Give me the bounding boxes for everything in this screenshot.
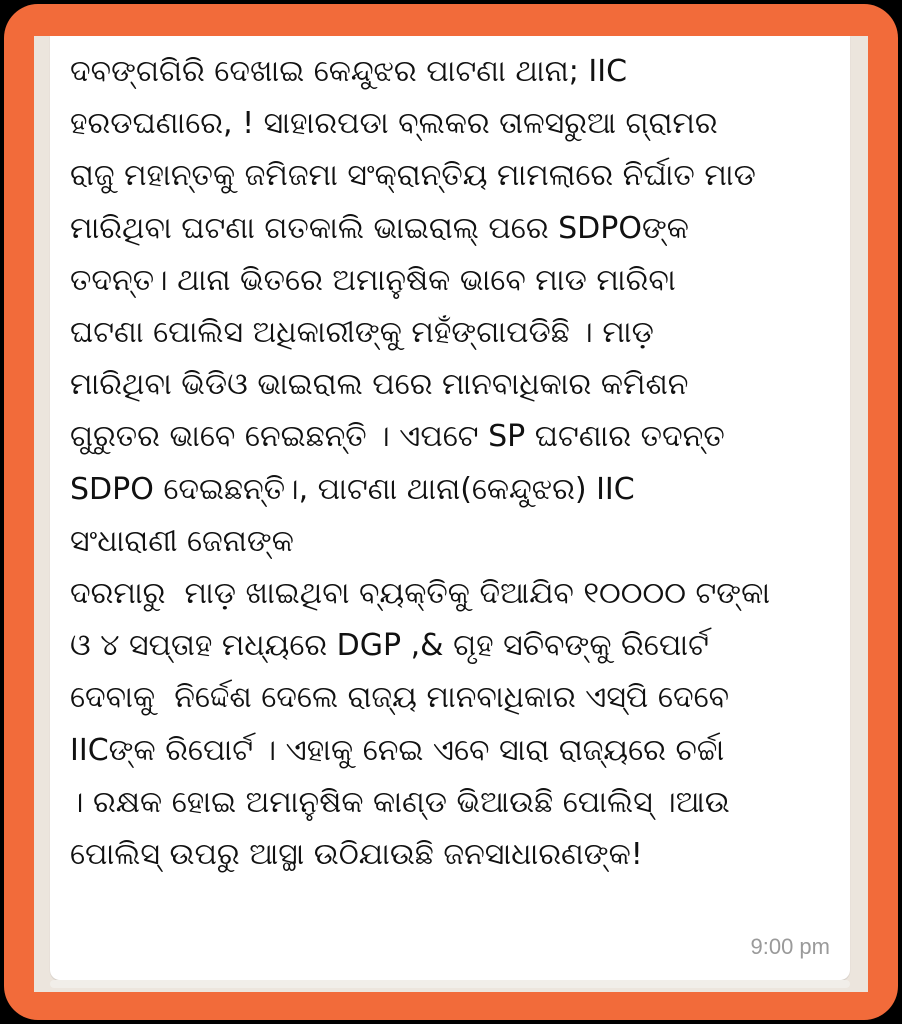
message-line: ଓ ୪ ସପ୍ତାହ ମଧ୍ୟରେ DGP ,& ଗୃହ ସଚିବଙ୍କୁ ରିପୋର୍ଟ — [70, 628, 709, 664]
message-line: ମାରିଥିବା ଭିଡିଓ ଭାଇରାଲ ପରେ ମାନବାଧିକାର କମିଶନ — [70, 367, 689, 403]
message-line: ମାରିଥିବା ଘଟଣା ଗତକାଲି ଭାଇରାଲ୍ ପରେ SDPOଙ୍କ — [70, 210, 689, 246]
message-line: । ରକ୍ଷକ ହୋଇ ଅମାନୁଷିକ କାଣ୍ଡ ଭିଆଉଛି ପୋଲିସ୍ ।ଆଉ — [70, 784, 730, 820]
message-timestamp: 9:00 pm — [750, 934, 830, 959]
next-message-bubble-edge — [50, 980, 850, 988]
message-bubble[interactable] — [50, 36, 850, 980]
message-line: ଗୁରୁତର ଭାବେ ନେଇଛନ୍ତି । ଏପଟେ SP ଘଟଣାର ତଦନ୍ତ — [70, 419, 725, 455]
message-text — [70, 46, 846, 881]
message-line: ପୋଲିସ୍ ଉପରୁ ଆସ୍ଥା ଉଠିଯାଉଛି ଜନସାଧାରଣଙ୍କ! — [70, 837, 643, 873]
message-line: IICଙ୍କ ରିପୋର୍ଟ । ଏହାକୁ ନେଇ ଏବେ ସାରା ରାଜ୍ୟରେ ଚର୍ଚ୍ଚା — [70, 732, 725, 768]
message-line: SDPO ଦେଇଛନ୍ତି।, ପାଟଣା ଥାନା(କେନ୍ଦୁଝର) IIC — [70, 471, 635, 507]
message-line: ଘଟଣା ପୋଲିସ ଅଧିକାରୀଙ୍କୁ ମହଁଙ୍ଗାପଡିଛି । ମାଡ଼ — [70, 315, 654, 351]
message-line: ରାଜୁ ମହାନ୍ତକୁ ଜମିଜମା ସଂକ୍ରାନ୍ତିୟ ମାମଲାରେ ନିର୍ଘାତ ମାଡ — [70, 158, 756, 194]
message-line: ଦରମାରୁ ମାଡ଼ ଖାଇଥିବା ବ୍ୟକ୍ତିକୁ ଦିଆଯିବ ୧୦୦୦୦ ଟଙ୍କା — [70, 576, 771, 612]
message-line: ହରଡଘଣାରେ, ! ସାହାରପଡା ବ୍ଲକର ତାଳସରୁଆ ଗ୍ରାମର — [70, 106, 718, 142]
message-line: ଦବଙ୍ଗଗିରି ଦେଖାଇ କେନ୍ଦୁଝର ପାଟଣା ଥାନା; IIC — [70, 54, 628, 89]
message-line: ଦେବାକୁ ନିର୍ଦ୍ଦେଶ ଦେଲେ ରାଜ୍ୟ ମାନବାଧିକାର ଏସ୍ପି ଦେବେ — [70, 680, 730, 716]
chat-background — [34, 36, 868, 992]
message-line: ତଦନ୍ତ। ଥାନା ଭିତରେ ଅମାନୁଷିକ ଭାବେ ମାଡ ମାରିବା — [70, 262, 676, 298]
message-line: ସଂଧାରାଣୀ ଜେନାଙ୍କ — [70, 523, 294, 559]
